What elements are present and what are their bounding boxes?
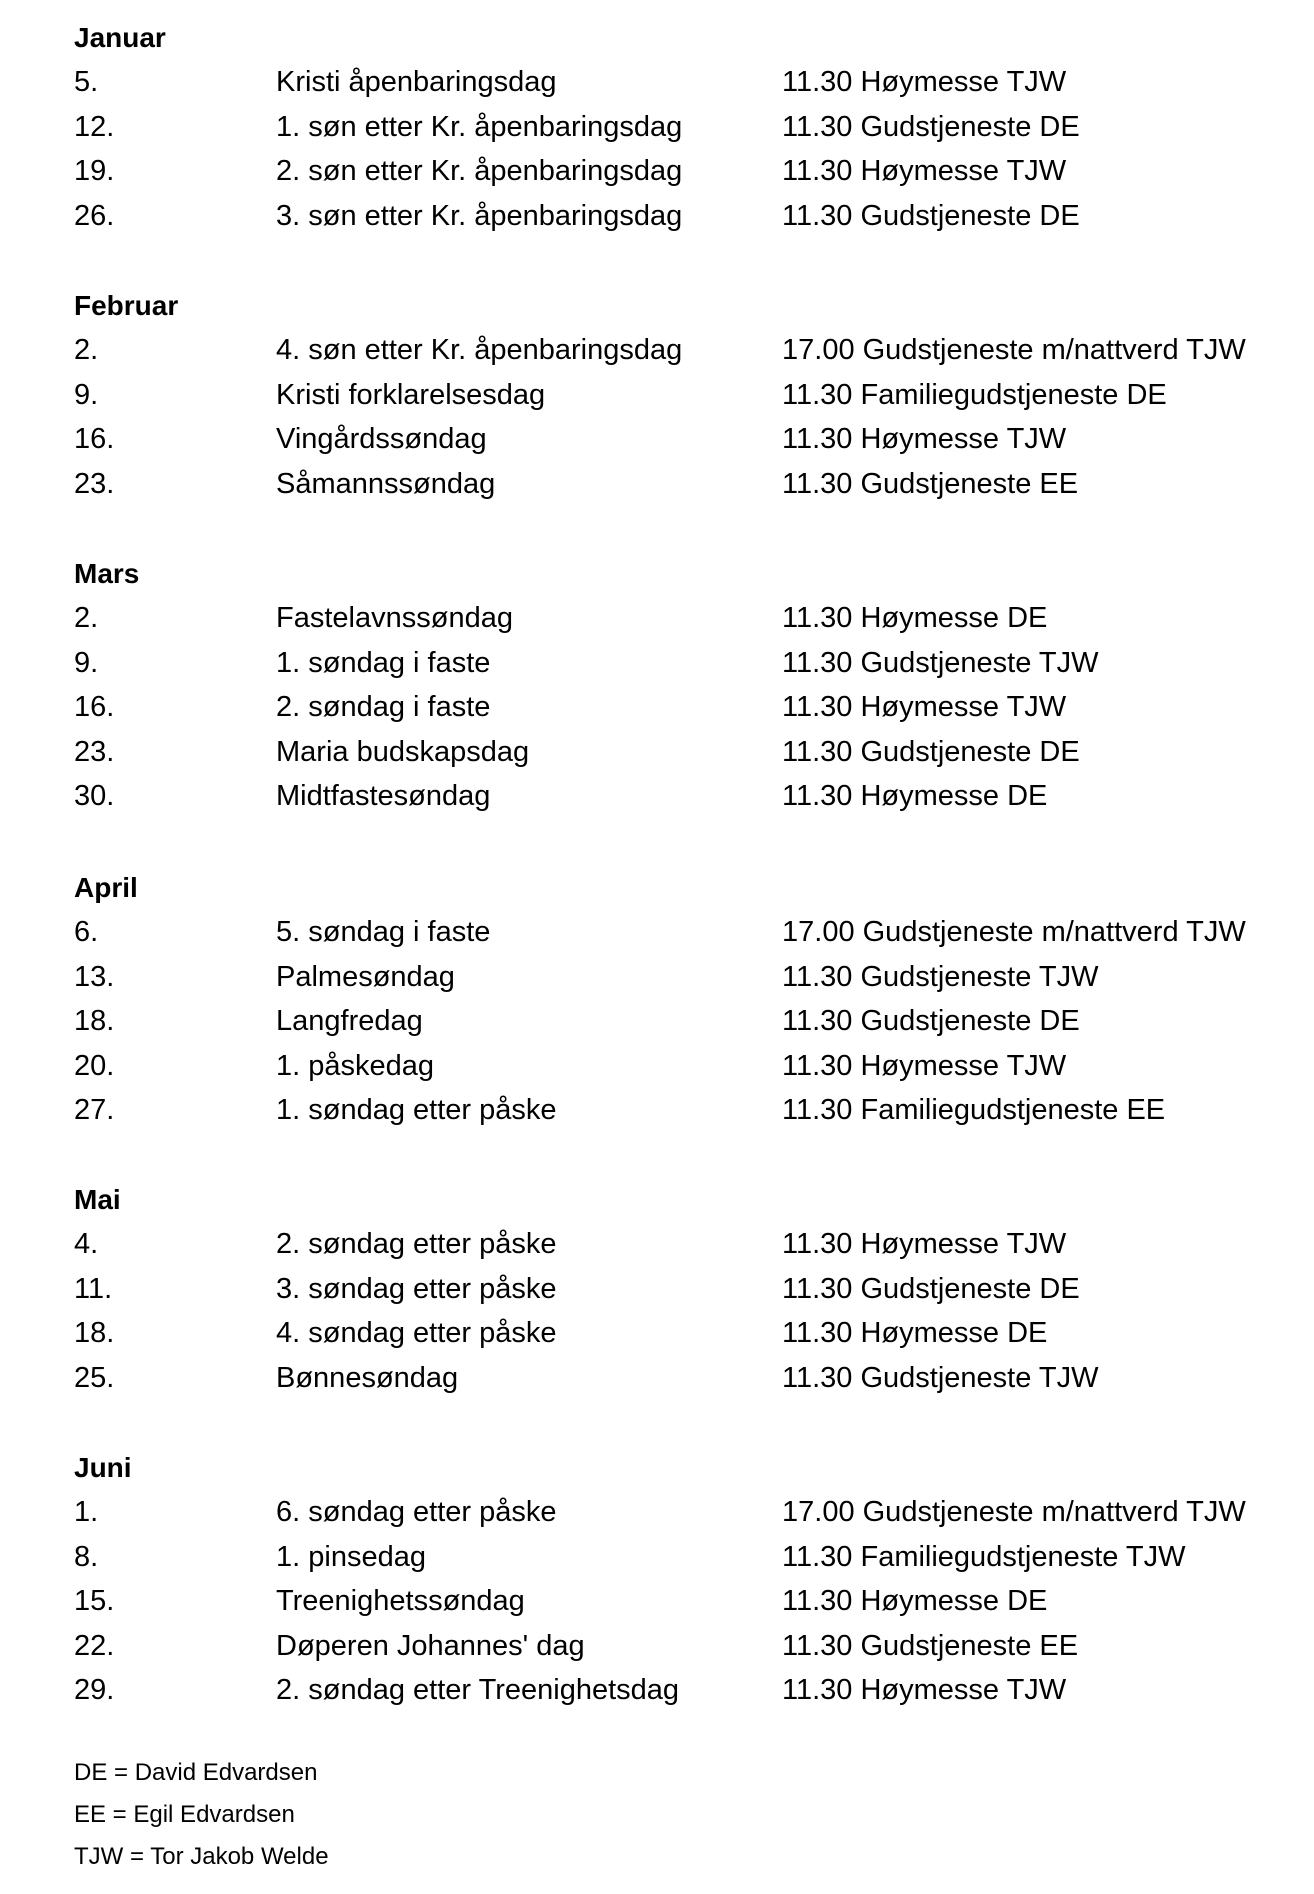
schedule-row — [74, 999, 1274, 1044]
date: 12. — [74, 110, 115, 143]
liturgical-day: Såmannssøndag — [276, 467, 496, 500]
date: 30. — [74, 780, 115, 812]
date: 5. — [74, 66, 99, 98]
service: 11.30 Høymesse TJW — [782, 691, 1067, 723]
service: 11.30 Høymesse TJW — [782, 1049, 1067, 1082]
service: 11.30 Gudstjeneste TJW — [782, 646, 1099, 679]
month-heading: Februar — [74, 290, 179, 321]
month-heading: April — [74, 872, 138, 903]
date: 9. — [74, 646, 99, 679]
date: 16. — [74, 691, 115, 723]
liturgical-day: 5. søndag i faste — [276, 916, 491, 948]
service: 11.30 Høymesse TJW — [782, 66, 1067, 98]
month-section-april — [74, 866, 1274, 1133]
liturgical-day: 6. søndag etter påske — [276, 1496, 557, 1528]
liturgical-day: 1. søndag i faste — [276, 646, 491, 679]
liturgical-day: 1. søndag etter påske — [276, 1094, 557, 1126]
schedule-row — [74, 462, 1274, 507]
date: 23. — [74, 735, 115, 768]
service: 11.30 Høymesse DE — [782, 1585, 1048, 1617]
date: 20. — [74, 1049, 115, 1082]
schedule-row — [74, 1267, 1274, 1312]
month-section-februar — [74, 284, 1274, 506]
schedule-row — [74, 596, 1274, 641]
liturgical-day: 3. søndag etter påske — [276, 1272, 557, 1305]
schedule-row — [74, 149, 1274, 194]
service: 17.00 Gudstjeneste m/nattverd TJW — [782, 1496, 1246, 1528]
date: 2. — [74, 602, 99, 634]
service: 11.30 Høymesse TJW — [782, 1674, 1067, 1706]
month-heading: Juni — [74, 1452, 132, 1483]
service: 11.30 Høymesse DE — [782, 780, 1048, 812]
liturgical-day: Døperen Johannes' dag — [276, 1629, 585, 1662]
month-section-mars — [74, 552, 1274, 819]
liturgical-day: 2. søndag etter Treenighetsdag — [276, 1674, 680, 1706]
legend-item: DE = David Edvardsen — [74, 1759, 318, 1786]
liturgical-day: 3. søn etter Kr. åpenbaringsdag — [276, 199, 683, 232]
service: 11.30 Familiegudstjeneste DE — [782, 378, 1167, 411]
liturgical-day: Palmesøndag — [276, 960, 455, 993]
liturgical-day: 1. søn etter Kr. åpenbaringsdag — [276, 110, 683, 143]
date: 29. — [74, 1674, 115, 1706]
service: 11.30 Familiegudstjeneste EE — [782, 1094, 1166, 1126]
schedule-row — [74, 328, 1274, 373]
schedule-row — [74, 955, 1274, 1000]
schedule-row — [74, 1222, 1274, 1267]
service: 11.30 Gudstjeneste TJW — [782, 960, 1099, 993]
schedule-row — [74, 774, 1274, 819]
service: 11.30 Høymesse DE — [782, 1317, 1048, 1349]
liturgical-day: 1. påskedag — [276, 1049, 435, 1082]
schedule-row — [74, 1624, 1274, 1669]
date: 16. — [74, 423, 115, 455]
legend — [74, 1752, 329, 1878]
date: 26. — [74, 199, 115, 232]
schedule-row — [74, 105, 1274, 150]
schedule-row — [74, 1535, 1274, 1580]
date: 13. — [74, 960, 115, 993]
schedule-row — [74, 685, 1274, 730]
schedule-row — [74, 910, 1274, 955]
date: 27. — [74, 1094, 115, 1126]
liturgical-day: Vingårdssøndag — [276, 423, 487, 455]
date: 4. — [74, 1228, 99, 1260]
schedule-row — [74, 194, 1274, 239]
liturgical-day: Treenighetssøndag — [276, 1585, 525, 1617]
schedule-row — [74, 1311, 1274, 1356]
service: 11.30 Gudstjeneste EE — [782, 467, 1079, 500]
service: 11.30 Gudstjeneste TJW — [782, 1361, 1099, 1394]
service: 11.30 Gudstjeneste DE — [782, 1005, 1080, 1037]
schedule-row — [74, 641, 1274, 686]
liturgical-day: Fastelavnssøndag — [276, 602, 513, 634]
service: 11.30 Familiegudstjeneste TJW — [782, 1540, 1186, 1573]
legend-item: TJW = Tor Jakob Welde — [74, 1843, 329, 1870]
date: 6. — [74, 916, 99, 948]
service: 11.30 Høymesse TJW — [782, 1228, 1067, 1260]
schedule-row — [74, 1088, 1274, 1133]
liturgical-day: 4. søndag etter påske — [276, 1317, 557, 1349]
date: 22. — [74, 1629, 115, 1662]
date: 18. — [74, 1005, 115, 1037]
service: 17.00 Gudstjeneste m/nattverd TJW — [782, 334, 1246, 366]
date: 25. — [74, 1361, 115, 1394]
date: 1. — [74, 1496, 99, 1528]
month-heading: Mai — [74, 1184, 121, 1215]
date: 11. — [74, 1272, 113, 1305]
liturgical-day: Langfredag — [276, 1005, 423, 1037]
service: 11.30 Gudstjeneste EE — [782, 1629, 1079, 1662]
liturgical-day: Midtfastesøndag — [276, 780, 491, 812]
liturgical-day: 2. søn etter Kr. åpenbaringsdag — [276, 155, 683, 187]
legend-item: EE = Egil Edvardsen — [74, 1801, 295, 1828]
liturgical-day: Maria budskapsdag — [276, 735, 530, 768]
schedule-row — [74, 1356, 1274, 1401]
service: 11.30 Høymesse TJW — [782, 155, 1067, 187]
service: 11.30 Gudstjeneste DE — [782, 110, 1080, 143]
liturgical-day: Kristi åpenbaringsdag — [276, 66, 557, 98]
schedule-row — [74, 1668, 1274, 1713]
service: 11.30 Gudstjeneste DE — [782, 735, 1080, 768]
service: 11.30 Gudstjeneste DE — [782, 199, 1080, 232]
service: 17.00 Gudstjeneste m/nattverd TJW — [782, 916, 1246, 948]
liturgical-day: 4. søn etter Kr. åpenbaringsdag — [276, 334, 683, 366]
month-heading: Januar — [74, 22, 166, 53]
schedule-row — [74, 373, 1274, 418]
schedule-row — [74, 1579, 1274, 1624]
schedule-row — [74, 417, 1274, 462]
month-section-mai — [74, 1178, 1274, 1400]
date: 15. — [74, 1585, 115, 1617]
date: 9. — [74, 378, 99, 411]
schedule-row — [74, 730, 1274, 775]
liturgical-day: 2. søndag i faste — [276, 691, 491, 723]
date: 23. — [74, 467, 115, 500]
service: 11.30 Gudstjeneste DE — [782, 1272, 1080, 1305]
date: 18. — [74, 1317, 115, 1349]
service: 11.30 Høymesse TJW — [782, 423, 1067, 455]
date: 19. — [74, 155, 115, 187]
month-heading: Mars — [74, 558, 140, 589]
liturgical-day: Bønnesøndag — [276, 1361, 459, 1394]
schedule-row — [74, 1044, 1274, 1089]
schedule-row — [74, 1490, 1274, 1535]
service: 11.30 Høymesse DE — [782, 602, 1048, 634]
date: 2. — [74, 334, 99, 366]
date: 8. — [74, 1540, 99, 1573]
liturgical-day: 2. søndag etter påske — [276, 1228, 557, 1260]
liturgical-day: Kristi forklarelsesdag — [276, 378, 546, 411]
liturgical-day: 1. pinsedag — [276, 1540, 426, 1573]
month-section-juni — [74, 1446, 1274, 1713]
schedule-row — [74, 60, 1274, 105]
month-section-januar — [74, 16, 1274, 238]
